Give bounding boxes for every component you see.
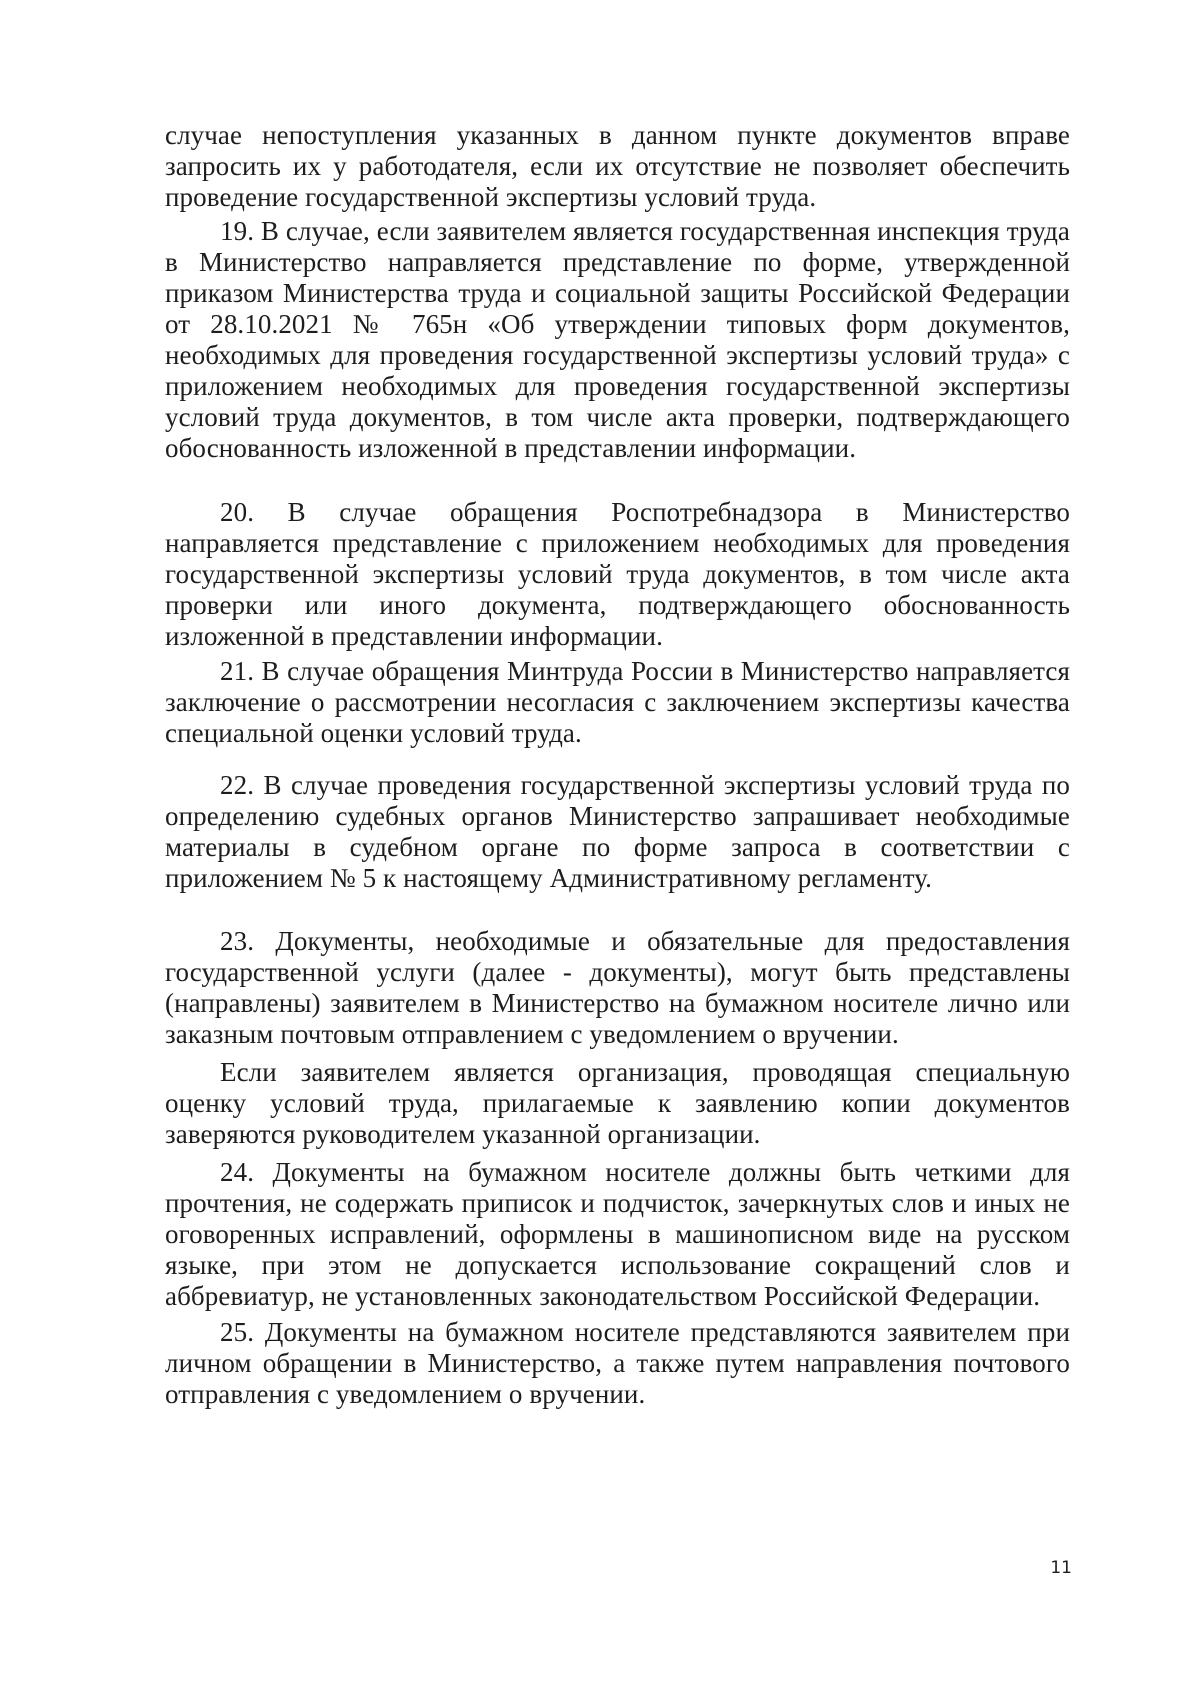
paragraph-23-continuation <box>165 1057 1070 1150</box>
paragraph-22 <box>165 770 1070 894</box>
paragraph-text: 21. В случае обращения Минтруда России в Министерство направляется заключение о рассмотрении несогласия с заключением экспертизы качества специальной оценки условий труда. <box>165 656 1070 748</box>
paragraph-text: 24. Документы на бумажном носителе должны быть четкими для прочтения, не содержать приписок и подчисток, зачеркнутых слов и иных не оговоренных исправлений, оформлены в машинописном виде на русском языке, при этом не допускается использование сокращений слов и аббревиатур, не установленных законодательством Российской Федерации. <box>165 1157 1070 1311</box>
paragraph-21 <box>165 656 1070 749</box>
paragraph-25 <box>165 1317 1070 1410</box>
paragraph-text: 23. Документы, необходимые и обязательные для предоставления государственной услуги (далее - документы), могут быть представлены (направлены) заявителем в Министерство на бумажном носителе лично или заказным почтовым отправлением с уведомлением о вручении. <box>165 926 1070 1049</box>
paragraph-text: 22. В случае проведения государственной экспертизы условий труда по определению судебных органов Министерство запрашивает необходимые материалы в судебном органе по форме запроса в соответствии с приложением № 5 к настоящему Административному регламенту. <box>165 770 1070 893</box>
paragraph-text: 25. Документы на бумажном носителе представляются заявителем при личном обращении в Министерство, а также путем направления почтового отправления с уведомлением о вручении. <box>165 1317 1070 1409</box>
paragraph-23 <box>165 926 1070 1050</box>
paragraph-24 <box>165 1157 1070 1312</box>
paragraph-text: 20. В случае обращения Роспотребнадзора в Министерство направляется представление с приложением необходимых для проведения государственной экспертизы условий труда документов, в том числе акта проверки или иного документа, подтверждающего обоснованность изложенной в представлении информации. <box>165 497 1070 651</box>
paragraph-18-continuation <box>165 120 1070 213</box>
page-number: 11 <box>1050 1558 1072 1578</box>
paragraph-19 <box>165 216 1070 464</box>
paragraph-20 <box>165 497 1070 652</box>
paragraph-text: случае непоступления указанных в данном пункте документов вправе запросить их у работодателя, если их отсутствие не позволяет обеспечить проведение государственной экспертизы условий труда. <box>165 120 1070 212</box>
paragraph-text: 19. В случае, если заявителем является государственная инспекция труда в Министерство направляется представление по форме, утвержденной приказом Министерства труда и социальной защиты Российской Федерации от 28.10.2021 № 765н «Об утверждении типовых форм документов, необходимых для проведения государственной экспертизы условий труда» с приложением необходимых для проведения государственной экспертизы условий труда документов, в том числе акта проверки, подтверждающего обоснованность изложенной в представлении информации. <box>165 216 1070 463</box>
paragraph-text: Если заявителем является организация, проводящая специальную оценку условий труда, прилагаемые к заявлению копии документов заверяются руководителем указанной организации. <box>165 1057 1070 1149</box>
